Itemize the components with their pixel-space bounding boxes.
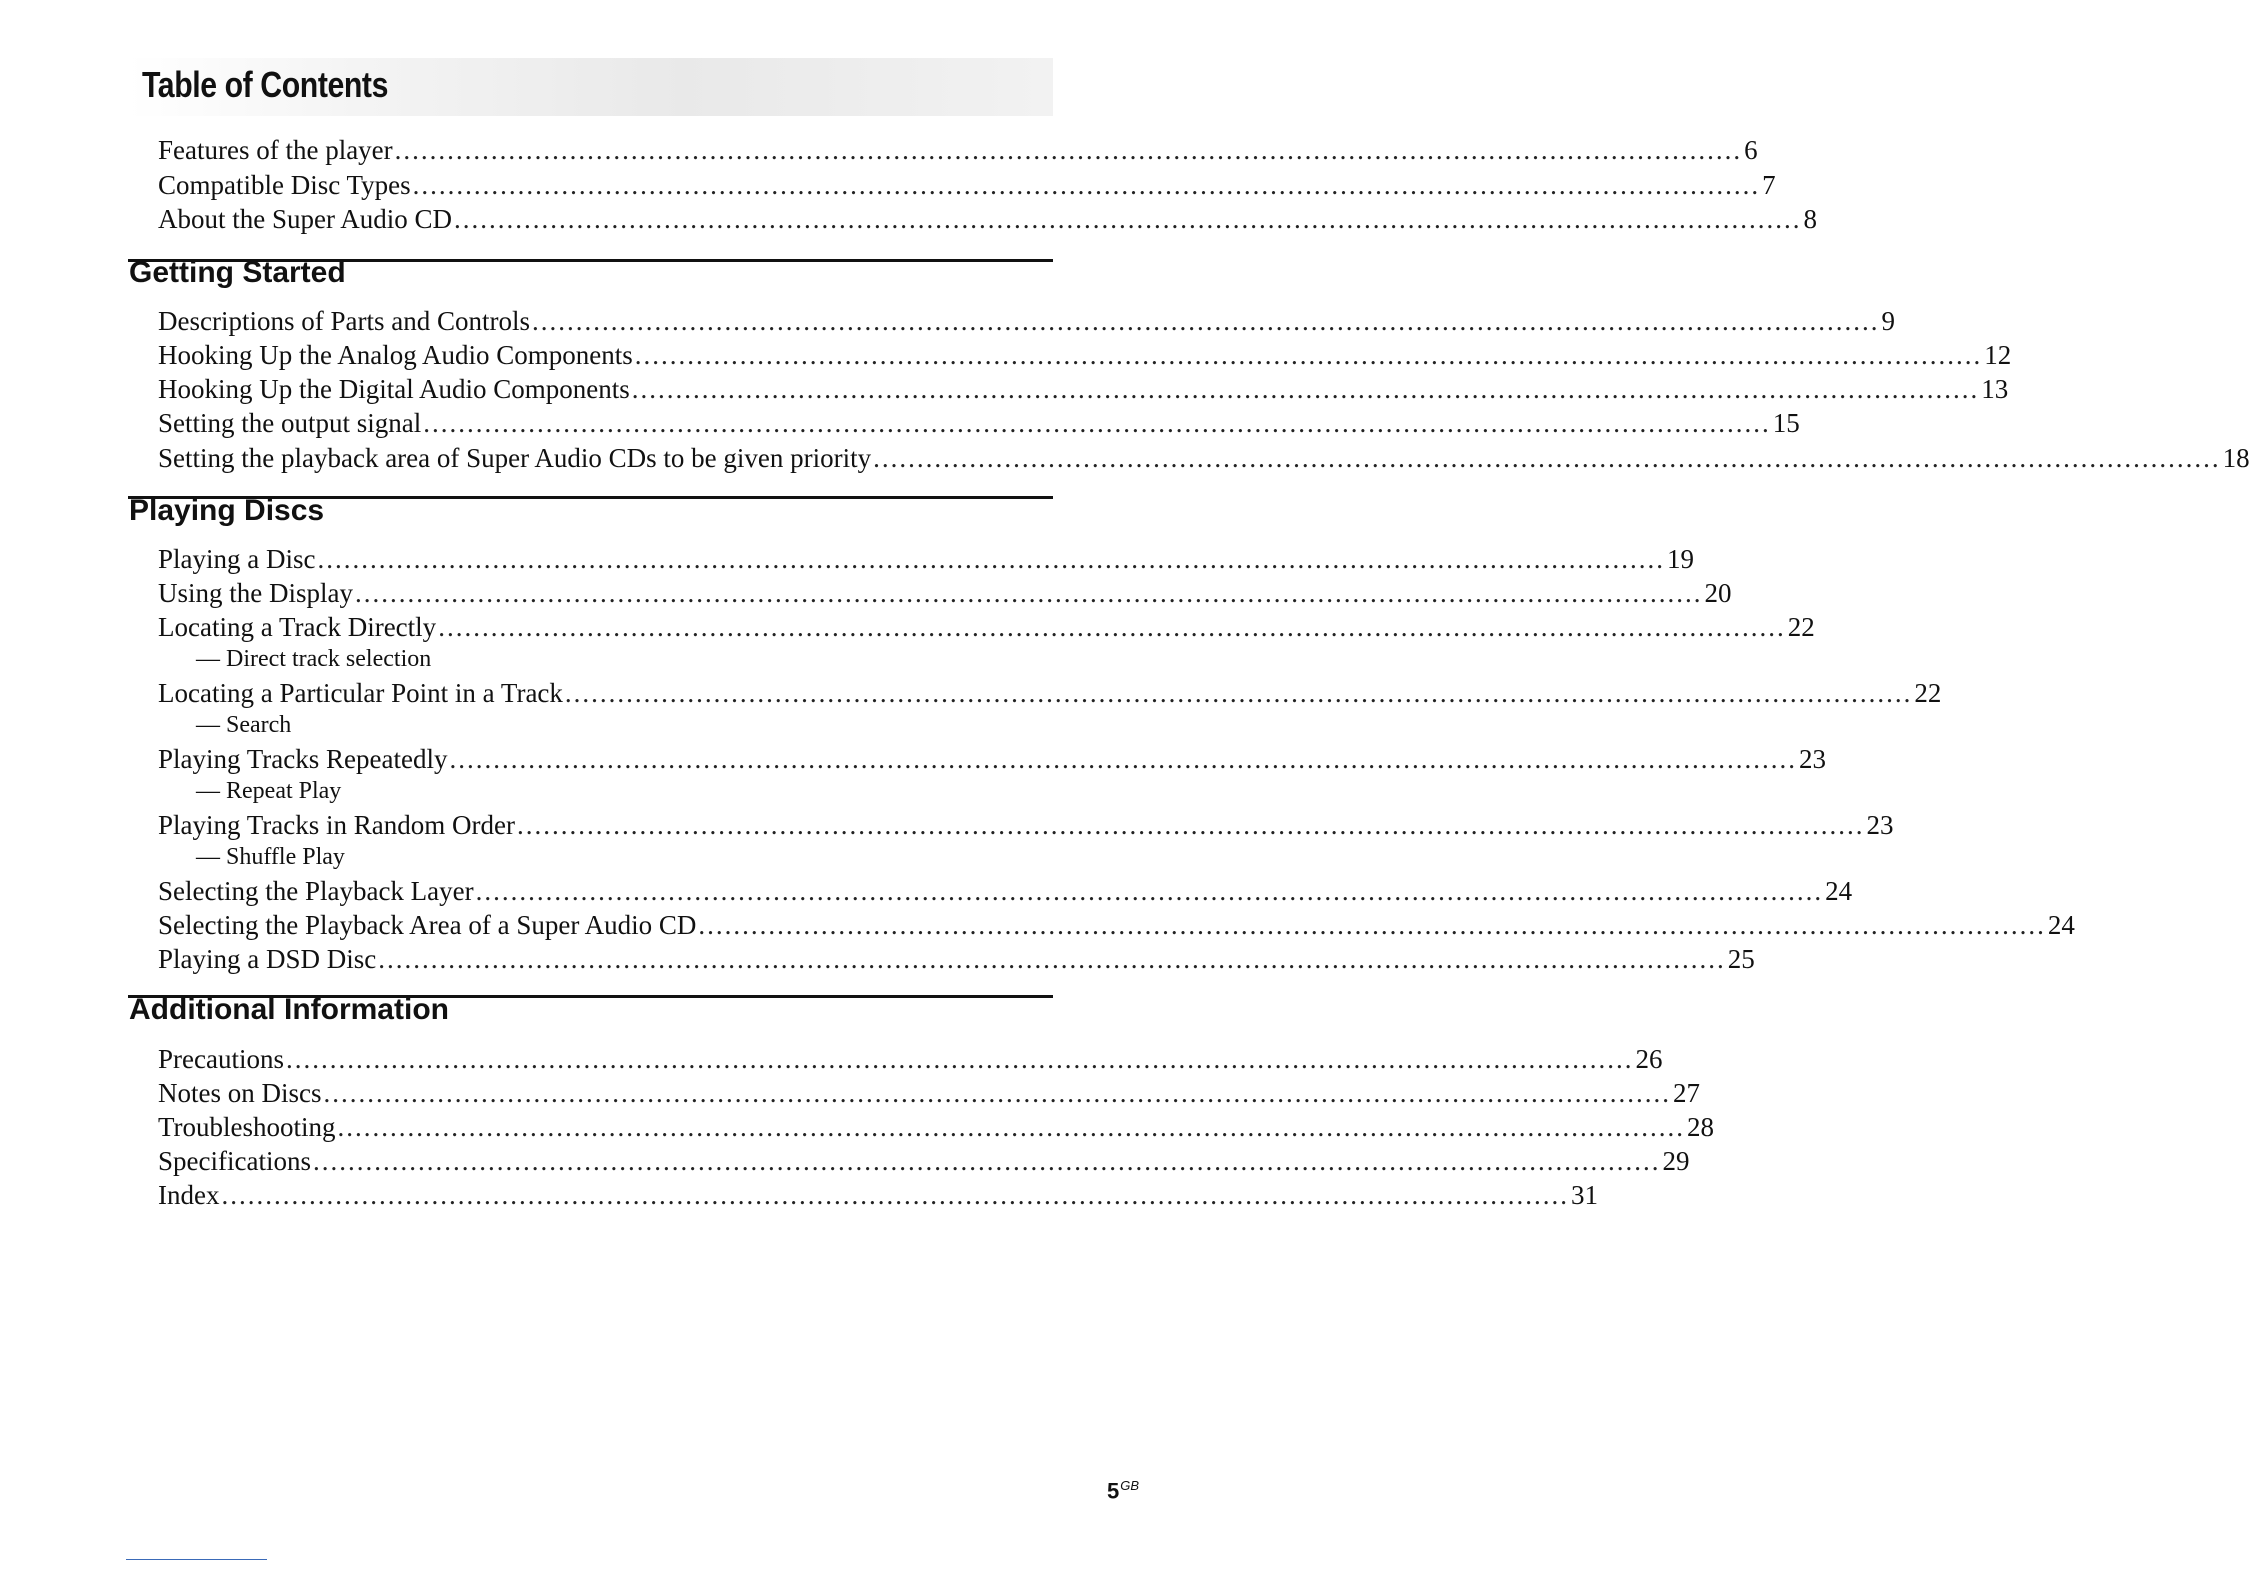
- toc-entry-page: 18: [2222, 443, 2250, 473]
- toc-entry-page: 29: [1662, 1146, 1690, 1176]
- toc-entry-title: Selecting the Playback Layer: [158, 876, 474, 906]
- toc-entry-title: Hooking Up the Analog Audio Components: [158, 340, 633, 370]
- toc-entry-title: Selecting the Playback Area of a Super Audio CD: [158, 910, 697, 940]
- toc-entry[interactable]: [158, 168, 1776, 202]
- toc-entry-page: 6: [1744, 135, 1758, 165]
- toc-entry-page: 8: [1803, 204, 1817, 234]
- toc-entry[interactable]: [158, 338, 2012, 372]
- dot-leader: ..........................................................................................................................................................: [564, 678, 1913, 708]
- toc-entry-title: Troubleshooting: [158, 1112, 336, 1142]
- dot-leader: ..........................................................................................................................................................: [285, 1044, 1634, 1074]
- dot-leader: ..........................................................................................................................................................: [634, 340, 1983, 370]
- toc-entry-page: 20: [1704, 578, 1732, 608]
- toc-entry[interactable]: [158, 441, 2250, 475]
- toc-entry-title: Using the Display: [158, 578, 353, 608]
- toc-entry-page: 7: [1762, 170, 1776, 200]
- toc-entry-page: 22: [1914, 678, 1942, 708]
- toc-entry[interactable]: [158, 304, 1895, 338]
- toc-entry[interactable]: [158, 576, 1732, 610]
- toc-entry[interactable]: [158, 942, 1755, 976]
- dot-leader: ..........................................................................................................................................................: [531, 306, 1880, 336]
- dot-leader: ..........................................................................................................................................................: [475, 876, 1824, 906]
- toc-entry[interactable]: [158, 1076, 1700, 1110]
- dot-leader: ..........................................................................................................................................................: [517, 810, 1865, 840]
- toc-entry-title: Descriptions of Parts and Controls: [158, 306, 530, 336]
- dot-leader: ..........................................................................................................................................................: [221, 1180, 1569, 1210]
- dot-leader: ..........................................................................................................................................................: [873, 443, 2221, 473]
- toc-entry-page: 22: [1787, 612, 1815, 642]
- dot-leader: ..........................................................................................................................................................: [378, 944, 1726, 974]
- toc-entry-title: Hooking Up the Digital Audio Components: [158, 374, 630, 404]
- toc-entry[interactable]: [158, 133, 1758, 167]
- toc-entry-page: 15: [1772, 408, 1800, 438]
- dot-leader: ..........................................................................................................................................................: [438, 612, 1786, 642]
- page-number-value: 5: [1107, 1478, 1120, 1504]
- toc-entry-page: 24: [1825, 876, 1853, 906]
- toc-entry-title: Locating a Particular Point in a Track: [158, 678, 563, 708]
- section-heading-playing-discs: Playing Discs: [129, 494, 325, 527]
- toc-entry-page: 13: [1981, 374, 2009, 404]
- section-heading-getting-started: Getting Started: [129, 256, 346, 289]
- toc-entry-title: Precautions: [158, 1044, 284, 1074]
- toc-entry-page: 27: [1673, 1078, 1700, 1108]
- dot-leader: ..........................................................................................................................................................: [394, 135, 1743, 165]
- page-number-suffix: GB: [1120, 1478, 1140, 1493]
- toc-entry-subtitle: — Repeat Play: [196, 778, 342, 804]
- toc-entry-page: 9: [1881, 306, 1895, 336]
- toc-entry-page: 23: [1866, 810, 1894, 840]
- toc-entry-title: Playing a Disc: [158, 544, 316, 574]
- toc-entry[interactable]: [158, 1042, 1663, 1076]
- toc-entry-page: 26: [1635, 1044, 1663, 1074]
- toc-entry[interactable]: [158, 610, 1815, 644]
- dot-leader: ..........................................................................................................................................................: [454, 204, 1802, 234]
- toc-entry-title: Setting the playback area of Super Audio CDs to be given priority: [158, 443, 872, 473]
- toc-entry[interactable]: [158, 202, 1817, 236]
- section-heading-additional-information: Additional Information: [129, 993, 449, 1026]
- dot-leader: ..........................................................................................................................................................: [449, 744, 1797, 774]
- dot-leader: ..........................................................................................................................................................: [631, 374, 1980, 404]
- toc-entry[interactable]: [158, 908, 2075, 942]
- page-number: [1107, 1478, 1139, 1504]
- toc-entry[interactable]: [158, 1144, 1690, 1178]
- dot-leader: ..........................................................................................................................................................: [323, 1078, 1671, 1108]
- toc-entry-title: About the Super Audio CD: [158, 204, 452, 234]
- toc-entry-page: 31: [1570, 1180, 1598, 1210]
- toc-entry-title: Setting the output signal: [158, 408, 422, 438]
- toc-entry[interactable]: [158, 808, 1894, 842]
- toc-entry-subtitle: — Search: [196, 712, 292, 738]
- toc-entry-page: 25: [1727, 944, 1755, 974]
- toc-entry-subtitle: — Direct track selection: [196, 646, 432, 672]
- toc-entry-title: Notes on Discs: [158, 1078, 322, 1108]
- footer-rule: [126, 1559, 267, 1560]
- toc-entry-title: Features of the player: [158, 135, 393, 165]
- toc-entry-page: 24: [2047, 910, 2075, 940]
- toc-entry[interactable]: [158, 406, 1800, 440]
- toc-entry-subtitle: — Shuffle Play: [196, 844, 345, 870]
- toc-entry-page: 12: [1984, 340, 2012, 370]
- toc-entry-title: Playing a DSD Disc: [158, 944, 377, 974]
- toc-entry[interactable]: [158, 742, 1826, 776]
- toc-entry[interactable]: [158, 1110, 1715, 1144]
- toc-entry-page: 23: [1798, 744, 1826, 774]
- dot-leader: ..........................................................................................................................................................: [337, 1112, 1686, 1142]
- toc-entry[interactable]: [158, 542, 1694, 576]
- dot-leader: ..........................................................................................................................................................: [312, 1146, 1661, 1176]
- dot-leader: ..........................................................................................................................................................: [317, 544, 1665, 574]
- toc-entry-title: Specifications: [158, 1146, 311, 1176]
- dot-leader: ..........................................................................................................................................................: [698, 910, 2046, 940]
- dot-leader: ..........................................................................................................................................................: [423, 408, 1771, 438]
- toc-entry-title: Compatible Disc Types: [158, 170, 411, 200]
- dot-leader: ..........................................................................................................................................................: [412, 170, 1761, 200]
- toc-entry-page: 19: [1666, 544, 1694, 574]
- toc-entry[interactable]: [158, 1178, 1598, 1212]
- toc-entry[interactable]: [158, 676, 1942, 710]
- toc-entry-title: Locating a Track Directly: [158, 612, 437, 642]
- toc-entry[interactable]: [158, 372, 2009, 406]
- toc-entry-title: Index: [158, 1180, 220, 1210]
- dot-leader: ..........................................................................................................................................................: [355, 578, 1703, 608]
- toc-entry-title: Playing Tracks in Random Order: [158, 810, 515, 840]
- page-title: Table of Contents: [142, 64, 388, 105]
- toc-entry-title: Playing Tracks Repeatedly: [158, 744, 448, 774]
- toc-entry-page: 28: [1687, 1112, 1715, 1142]
- toc-entry[interactable]: [158, 874, 1853, 908]
